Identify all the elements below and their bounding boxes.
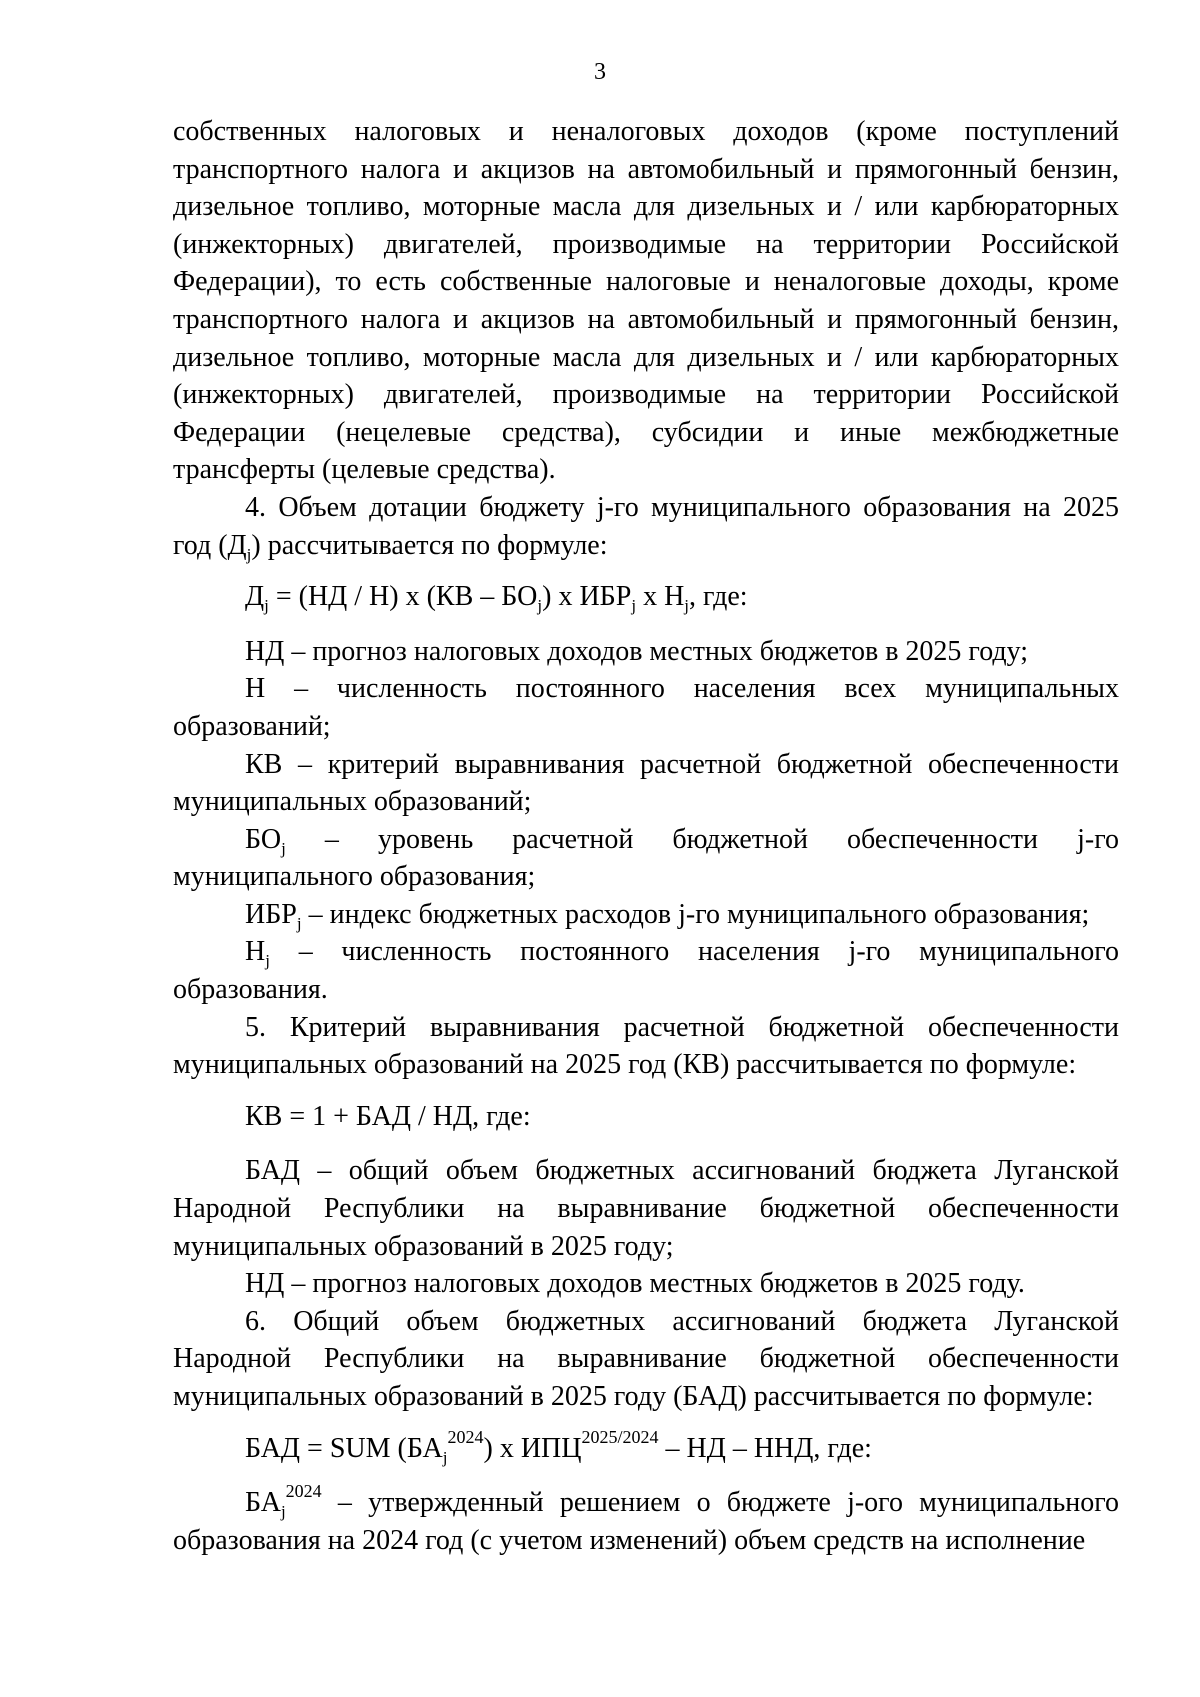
definition-n: Н – численность постоянного населения всех муниципальных образований;: [173, 673, 1119, 742]
formula-bad: [245, 1426, 1119, 1468]
definition-term: БО: [245, 823, 282, 855]
formula-part: ) х ИПЦ: [483, 1432, 582, 1464]
formula-part: = (НД / Н) х (КВ – БО: [268, 581, 538, 613]
definition-nd: НД – прогноз налоговых доходов местных бюджетов в 2025 году;: [245, 635, 1029, 667]
paragraph-4: [173, 489, 1119, 564]
superscript: 2024: [447, 1426, 484, 1447]
definition-ba: [173, 1481, 1119, 1559]
formula-part: х Н: [636, 581, 685, 613]
subscript: j: [631, 596, 637, 616]
definition-term: БА: [245, 1487, 281, 1519]
subscript: j: [280, 1502, 286, 1522]
superscript: 2024: [285, 1481, 322, 1502]
definition-nd-2: НД – прогноз налоговых доходов местных бюджетов в 2025 году.: [245, 1268, 1025, 1300]
paragraph-4-text: 4. Объем дотации бюджету j-го муниципального образования на 2025 год (Д: [173, 491, 1119, 561]
formula-kv: КВ = 1 + БАД / НД, где:: [245, 1100, 531, 1132]
paragraph-intro: собственных налоговых и неналоговых доходов (кроме поступлений транспортного налога и акцизов на автомобильный и прямогонный бензин, дизельное топливо, моторные масла для дизельных и / или карбюраторных (инжекторных) двигателей, производимые на территории Российской Федерации), то есть собственные налоговые и неналоговые доходы, кроме транспортного налога и акцизов на автомобильный и прямогонный бензин, дизельное топливо, моторные масла для дизельных и / или карбюраторных (инжекторных) двигателей, производимые на территории Российской Федерации (нецелевые средства), субсидии и иные межбюджетные трансферты (целевые средства).: [173, 116, 1119, 486]
paragraph-6: 6. Общий объем бюджетных ассигнований бюджета Луганской Народной Республики на выравнивание бюджетной обеспеченности муниципальных образований в 2025 году (БАД) рассчитывается по формуле:: [173, 1305, 1119, 1412]
formula-part: – НД – ННД, где:: [658, 1432, 872, 1464]
definition-text: – индекс бюджетных расходов j-го муниципального образования;: [301, 898, 1090, 930]
subscript: j: [265, 951, 270, 971]
definition-ibr: [173, 896, 1119, 934]
paragraph-5: 5. Критерий выравнивания расчетной бюджетной обеспеченности муниципальных образований на 2025 год (КВ) рассчитывается по формуле:: [173, 1011, 1119, 1081]
paragraph-4-text-end: ) рассчитывается по формуле:: [251, 529, 608, 561]
formula-part: БАД = SUM (БА: [245, 1432, 443, 1464]
definition-term: Н: [245, 936, 266, 968]
definition-bo: [173, 821, 1119, 896]
definition-nj: [173, 933, 1119, 1008]
definition-kv: КВ – критерий выравнивания расчетной бюджетной обеспеченности муниципальных образований;: [173, 748, 1119, 818]
formula-part: , где:: [689, 581, 748, 613]
subscript: j: [684, 596, 690, 616]
definition-term: ИБР: [245, 898, 297, 930]
superscript: 2025/2024: [581, 1426, 659, 1447]
subscript: j: [246, 544, 252, 564]
subscript: j: [264, 596, 269, 616]
definition-text: – уровень расчетной бюджетной обеспеченности j-го муниципального образования;: [173, 823, 1119, 893]
subscript: j: [442, 1447, 448, 1467]
subscript: j: [296, 913, 302, 933]
formula-subsidy: [245, 578, 1119, 616]
subscript: j: [537, 596, 543, 616]
formula-part: Д: [245, 581, 265, 613]
page-number: 3: [594, 59, 606, 85]
formula-part: ) х ИБР: [542, 581, 632, 613]
subscript: j: [281, 838, 286, 858]
definition-text: – численность постоянного населения j-го муниципального образования.: [173, 936, 1119, 1006]
document-body: [173, 113, 1119, 1559]
definition-bad: БАД – общий объем бюджетных ассигнований бюджета Луганской Народной Республики на выравнивание бюджетной обеспеченности муниципальных образований в 2025 году;: [173, 1155, 1119, 1262]
definition-text: – утвержденный решением о бюджете j-ого муниципального образования на 2024 год (с учетом изменений) объем средств на исполнение: [173, 1487, 1119, 1556]
